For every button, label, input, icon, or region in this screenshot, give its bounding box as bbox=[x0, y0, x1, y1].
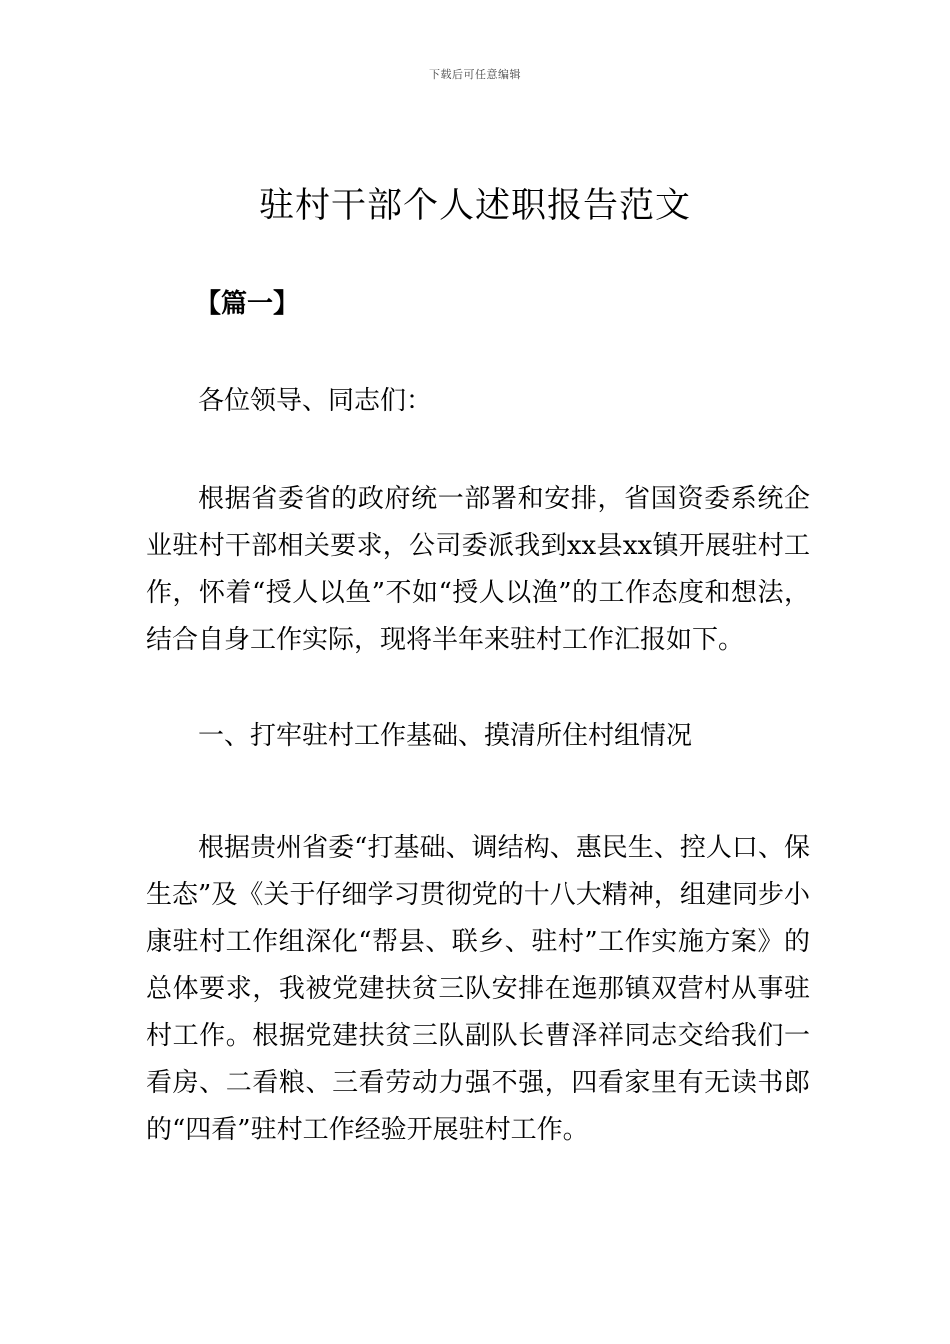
document-title: 驻村干部个人述职报告范文 bbox=[258, 186, 691, 226]
section-heading-1: 一、打牢驻村工作基础、摸清所住村组情况 bbox=[198, 721, 693, 751]
greeting-line: 各位领导、同志们： bbox=[198, 386, 433, 416]
paragraph-section-1: 根据贵州省委“打基础、调结构、惠民生、控人口、保生态”及《关于仔细学习贯彻党的十八大精神，组建同步小康驻村工作组深化“帮县、联乡、驻村”工作实施方案》的总体要求，我被党建扶贫三队安排在迤那镇双营村从事驻村工作。根据党建扶贫三队副队长曹泽祥同志交给我们一看房、二看粮、三看劳动力强不强，四看家里有无读书郎的“四看”驻村工作经验开展驻村工作。 bbox=[146, 833, 810, 1145]
paragraph-intro: 根据省委省的政府统一部署和安排，省国资委系统企业驻村干部相关要求，公司委派我到xx县xx镇开展驻村工作，怀着“授人以鱼”不如“授人以渔”的工作态度和想法，结合自身工作实际，现将半年来驻村工作汇报如下。 bbox=[146, 484, 810, 655]
section-tag: 【篇一】 bbox=[195, 289, 300, 319]
header-note: 下载后可任意编辑 bbox=[429, 68, 521, 81]
